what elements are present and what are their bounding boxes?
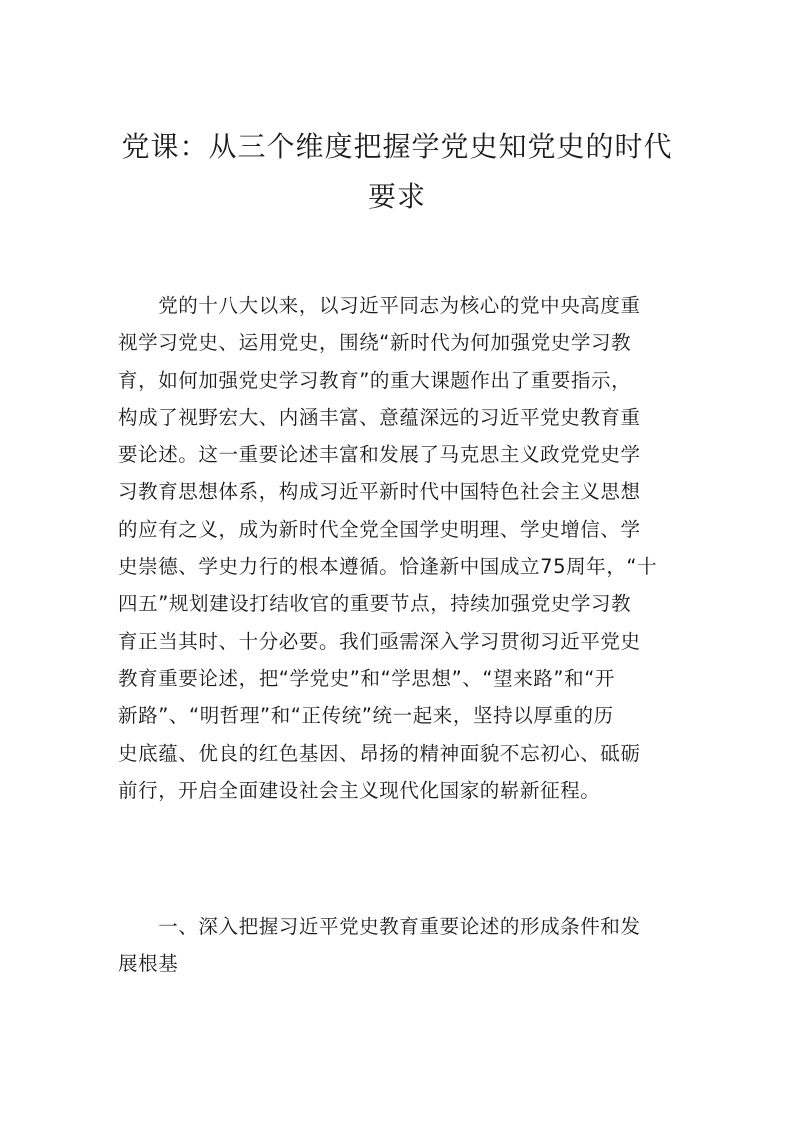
paragraph-line: 新路”、“明哲理”和“正传统”统一起来，坚持以厚重的历 bbox=[118, 704, 614, 728]
paragraph-line: 育，如何加强党史学习教育”的重大课题作出了重要指示， bbox=[118, 368, 632, 392]
section-heading bbox=[118, 908, 676, 983]
paragraph-line: 构成了视野宏大、内涵丰富、意蕴深远的习近平党史教育重 bbox=[118, 405, 641, 429]
paragraph-line: 史崇德、学史力行的根本遵循。恰逢新中国成立75周年，“十 bbox=[118, 555, 658, 579]
title-line: 党课：从三个维度把握学党史知党史的时代 bbox=[121, 130, 673, 163]
heading-line: 一、深入把握习近平党史教育重要论述的形成条件和发 bbox=[118, 915, 641, 938]
paragraph-line: 视学习党史、运用党史，围绕“新时代为何加强党史学习教 bbox=[118, 331, 632, 355]
heading-line: 展根基 bbox=[118, 952, 179, 976]
paragraph-line: 育正当其时、十分必要。我们亟需深入学习贯彻习近平党史 bbox=[118, 629, 641, 653]
paragraph-line: 的应有之义，成为新时代全党全国学史明理、学史增信、学 bbox=[118, 517, 641, 541]
paragraph-line: 史底蕴、优良的红色基因、昂扬的精神面貌不忘初心、砥砺 bbox=[118, 741, 641, 765]
paragraph-line: 四五”规划建设打结收官的重要节点，持续加强党史学习教 bbox=[118, 592, 632, 616]
intro-paragraph bbox=[118, 287, 676, 809]
paragraph-line: 教育重要论述，把“学党史”和“学思想”、“望来路”和“开 bbox=[118, 666, 616, 690]
title-line: 要求 bbox=[367, 180, 426, 213]
document-title bbox=[118, 122, 676, 222]
paragraph-line: 党的十八大以来，以习近平同志为核心的党中央高度重 bbox=[118, 294, 641, 317]
paragraph-line: 要论述。这一重要论述丰富和发展了马克思主义政党党史学 bbox=[118, 443, 641, 467]
paragraph-line: 前行，开启全面建设社会主义现代化国家的崭新征程。 bbox=[118, 778, 601, 802]
paragraph-line: 习教育思想体系，构成习近平新时代中国特色社会主义思想 bbox=[118, 480, 641, 504]
